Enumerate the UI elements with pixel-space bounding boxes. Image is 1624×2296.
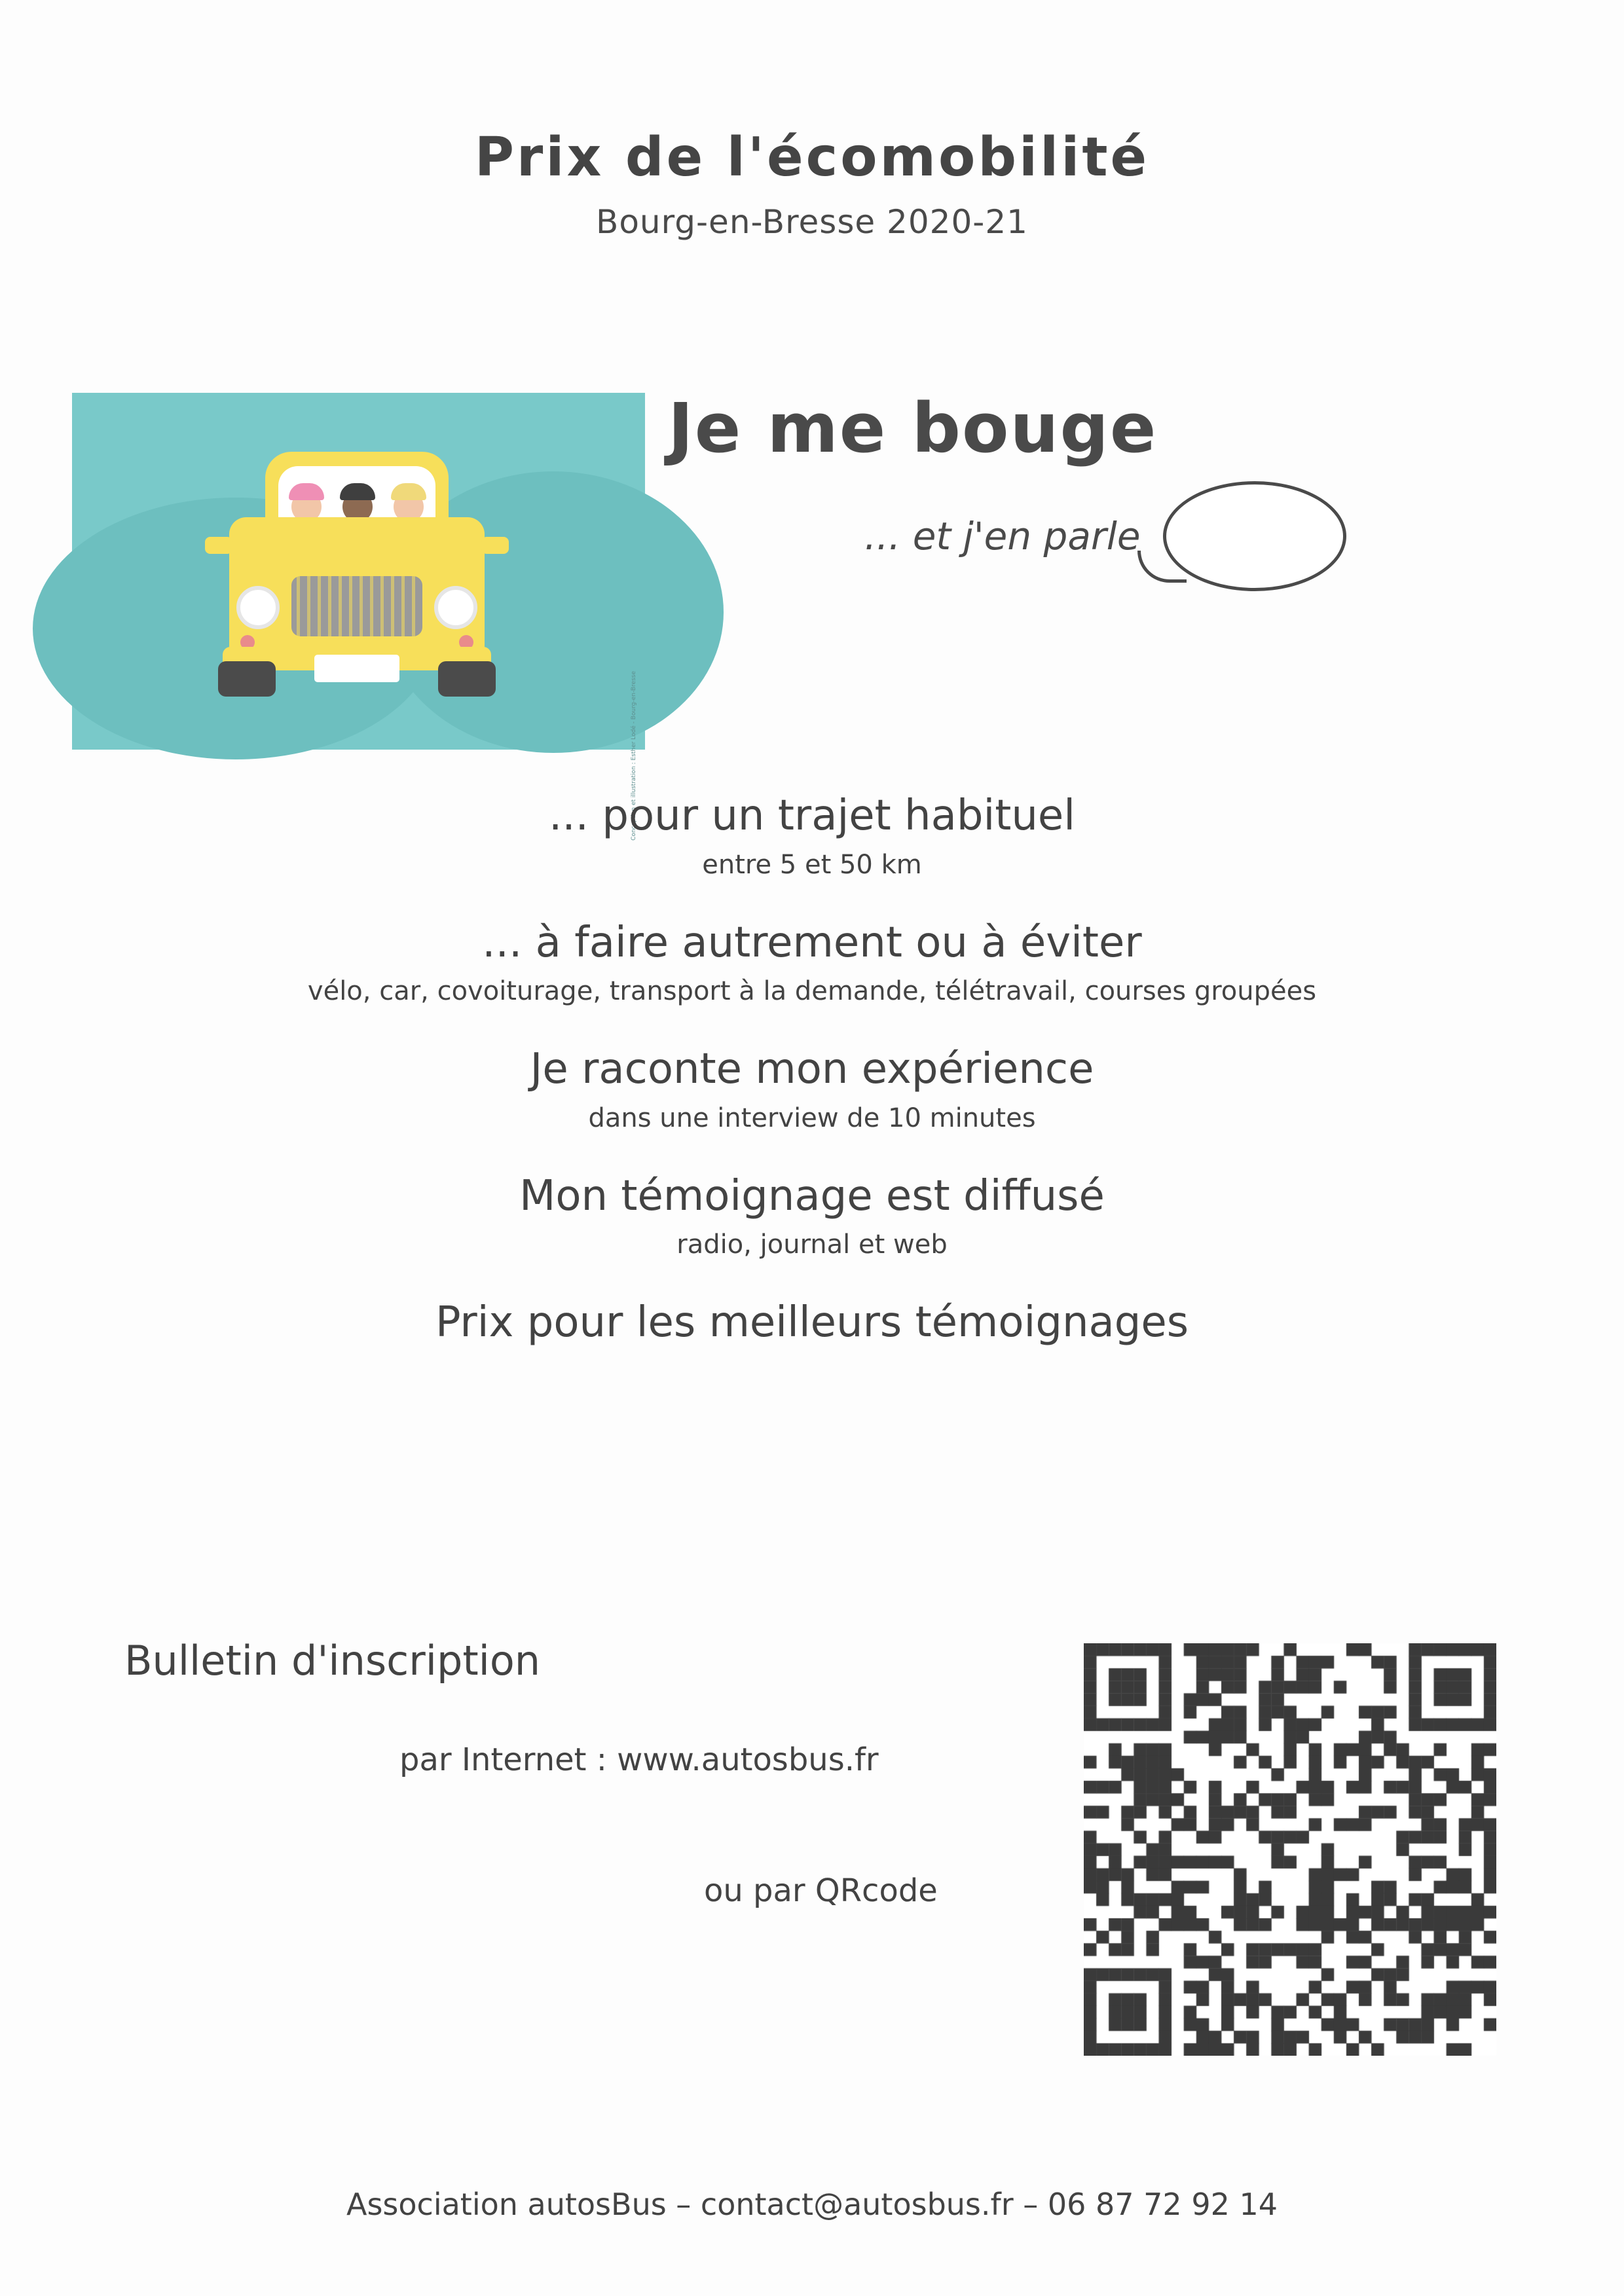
page-subtitle: Bourg-en-Bresse 2020-21 (596, 203, 1028, 241)
headlight-left (236, 586, 280, 629)
bulletin-qrcode-label: ou par QRcode (704, 1872, 938, 1909)
mirror-left (205, 537, 232, 554)
body-block (0, 1299, 1624, 1347)
body-block-detail: vélo, car, covoiturage, transport à la demande, télétravail, courses groupées (307, 976, 1317, 1007)
body-block (0, 919, 1624, 1007)
slogan-sub-row (668, 481, 1559, 591)
slogan-sub: ... et j'en parle (864, 514, 1141, 559)
body-block-heading: Prix pour les meilleurs témoignages (435, 1298, 1189, 1347)
body-block (0, 792, 1624, 880)
bulletin-title: Bulletin d'inscription (124, 1637, 541, 1685)
body-block-detail: radio, journal et web (676, 1230, 948, 1260)
wheel-left (218, 661, 276, 697)
carpool-illustration (72, 393, 645, 841)
headlight-right (434, 586, 477, 629)
body-block-detail: entre 5 et 50 km (702, 849, 922, 880)
illustration-credit: Conception et illustration : Esther Lodé - Bourg-en-Bresse (631, 671, 637, 841)
car-graphic (193, 439, 521, 714)
poster-header (0, 126, 1624, 241)
page-title: Prix de l'écomobilité (474, 126, 1150, 189)
body-block-heading: ... pour un trajet habituel (548, 792, 1076, 840)
registration-qr-code[interactable] (1084, 1643, 1496, 2056)
body-block (0, 1046, 1624, 1133)
slogan-area (668, 388, 1559, 591)
bulletin-internet-line[interactable]: par Internet : www.autosbus.fr (399, 1741, 879, 1778)
footer-contact: Association autosBus – contact@autosbus.fr – 06 87 72 92 14 (346, 2187, 1278, 2222)
mirror-right (481, 537, 509, 554)
poster-body (0, 792, 1624, 1377)
body-block-heading: Je raconte mon expérience (530, 1045, 1094, 1094)
body-block-heading: Mon témoignage est diffusé (519, 1171, 1105, 1220)
body-block (0, 1173, 1624, 1260)
slogan-main: Je me bouge (668, 388, 1158, 468)
passenger-hat (289, 483, 324, 500)
wheel-right (438, 661, 496, 697)
license-plate (314, 655, 399, 682)
body-block-detail: dans une interview de 10 minutes (588, 1102, 1036, 1133)
body-block-heading: ... à faire autrement ou à éviter (482, 918, 1142, 967)
driver-hair (391, 483, 426, 500)
speech-bubble-icon (1163, 481, 1346, 591)
car-grille (291, 576, 422, 636)
passenger-hat (340, 483, 375, 500)
